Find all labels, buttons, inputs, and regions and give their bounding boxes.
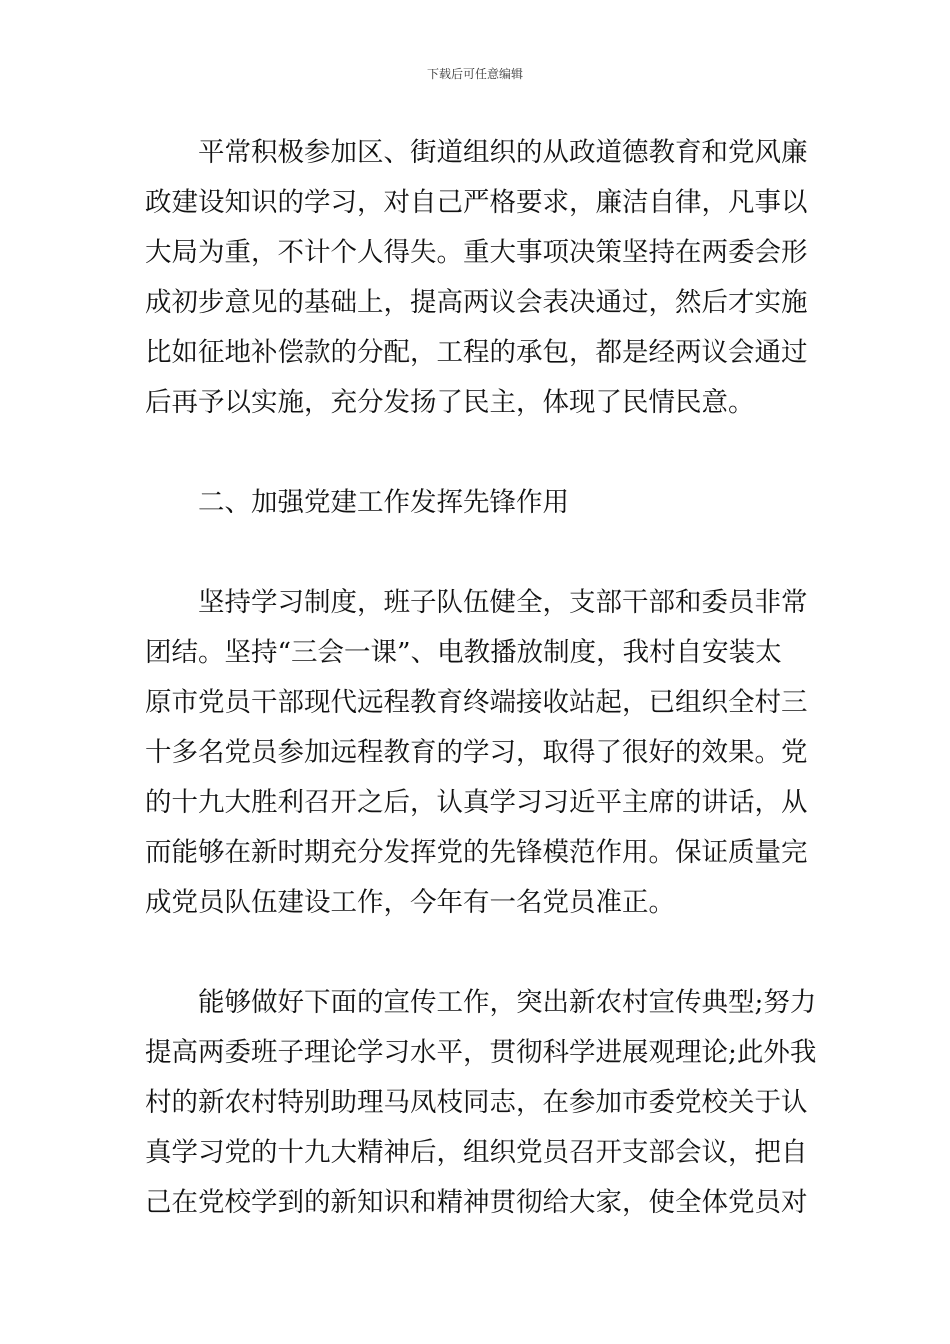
text-line: 提高两委班子理论学习水平，贯彻科学进展观理论;此外我	[145, 1037, 817, 1068]
paragraph-party-building	[145, 578, 810, 928]
text-line: 后再予以实施，充分发扬了民主，体现了民情民意。	[145, 387, 755, 418]
text-line: 己在党校学到的新知识和精神贯彻给大家，使全体党员对	[145, 1187, 808, 1218]
text-line: 成党员队伍建设工作，今年有一名党员准正。	[145, 887, 675, 918]
section-heading: 二、加强党建工作发挥先锋作用	[198, 487, 569, 518]
text-line: 平常积极参加区、街道组织的从政道德教育和党风廉	[198, 137, 808, 168]
text-line: 原市党员干部现代远程教育终端接收站起，已组织全村三	[145, 687, 808, 718]
document-body	[145, 128, 817, 1228]
text-line: 大局为重，不计个人得失。重大事项决策坚持在两委会形	[145, 237, 808, 268]
text-line: 村的新农村特别助理马凤枝同志，在参加市委党校关于认	[145, 1087, 808, 1118]
text-line: 比如征地补偿款的分配，工程的承包，都是经两议会通过	[145, 337, 808, 368]
text-line: 真学习党的十九大精神后，组织党员召开支部会议，把自	[145, 1137, 808, 1168]
text-line: 而能够在新时期充分发挥党的先锋模范作用。保证质量完	[145, 837, 808, 868]
text-line: 团结。坚持“三会一课”、电教播放制度，我村自安装太	[145, 637, 782, 668]
page-header-note: 下载后可任意编辑	[426, 67, 523, 81]
text-line: 成初步意见的基础上，提高两议会表决通过，然后才实施	[145, 287, 808, 318]
text-line: 政建设知识的学习，对自己严格要求，廉洁自律，凡事以	[145, 187, 808, 218]
text-line: 坚持学习制度，班子队伍健全，支部干部和委员非常	[198, 587, 808, 618]
text-line: 十多名党员参加远程教育的学习，取得了很好的效果。党	[145, 737, 808, 768]
text-line: 的十九大胜利召开之后，认真学习习近平主席的讲话，从	[145, 787, 808, 818]
paragraph-integrity	[145, 128, 810, 428]
paragraph-publicity	[145, 978, 817, 1228]
text-line: 能够做好下面的宣传工作，突出新农村宣传典型;努力	[198, 987, 817, 1018]
